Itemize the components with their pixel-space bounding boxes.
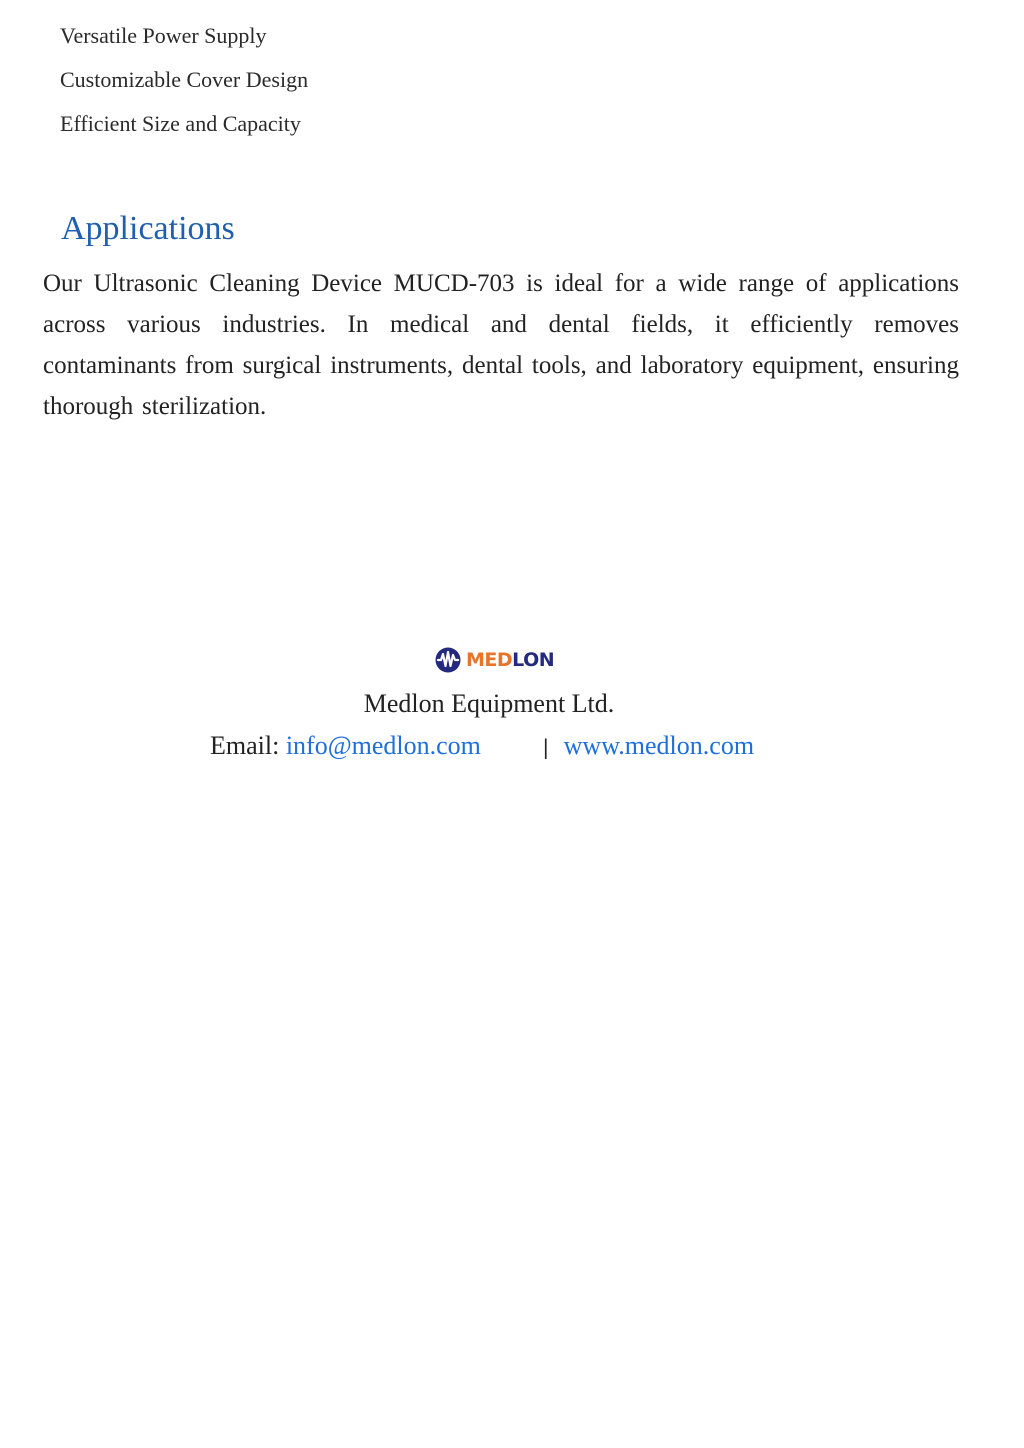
logo-wordmark xyxy=(466,647,554,673)
feature-item: Efficient Size and Capacity xyxy=(60,111,301,136)
medlon-logo xyxy=(435,646,554,674)
contact-line xyxy=(210,728,754,765)
email-link[interactable]: info@medlon.com xyxy=(285,731,481,760)
applications-paragraph: Our Ultrasonic Cleaning Device MUCD-703 is ideal for a wide range of applications across various industries. In medical and dental fields, it efficiently removes contaminants from surgical instruments, dental tools, and laboratory equipment, ensuring thorough sterilization. xyxy=(43,270,959,420)
feature-item: Versatile Power Supply xyxy=(60,23,267,48)
feature-list xyxy=(60,14,308,146)
website-link[interactable]: www.medlon.com xyxy=(563,731,755,760)
email-label: Email: xyxy=(210,731,280,760)
company-name: Medlon Equipment Ltd. xyxy=(363,689,615,718)
contact-separator: | xyxy=(542,735,550,759)
applications-heading: Applications xyxy=(61,210,235,247)
logo-text-med: MED xyxy=(466,649,513,671)
logo-text-lon: LON xyxy=(512,649,555,671)
feature-item: Customizable Cover Design xyxy=(60,67,309,92)
medlon-wave-logo-icon xyxy=(435,647,461,673)
